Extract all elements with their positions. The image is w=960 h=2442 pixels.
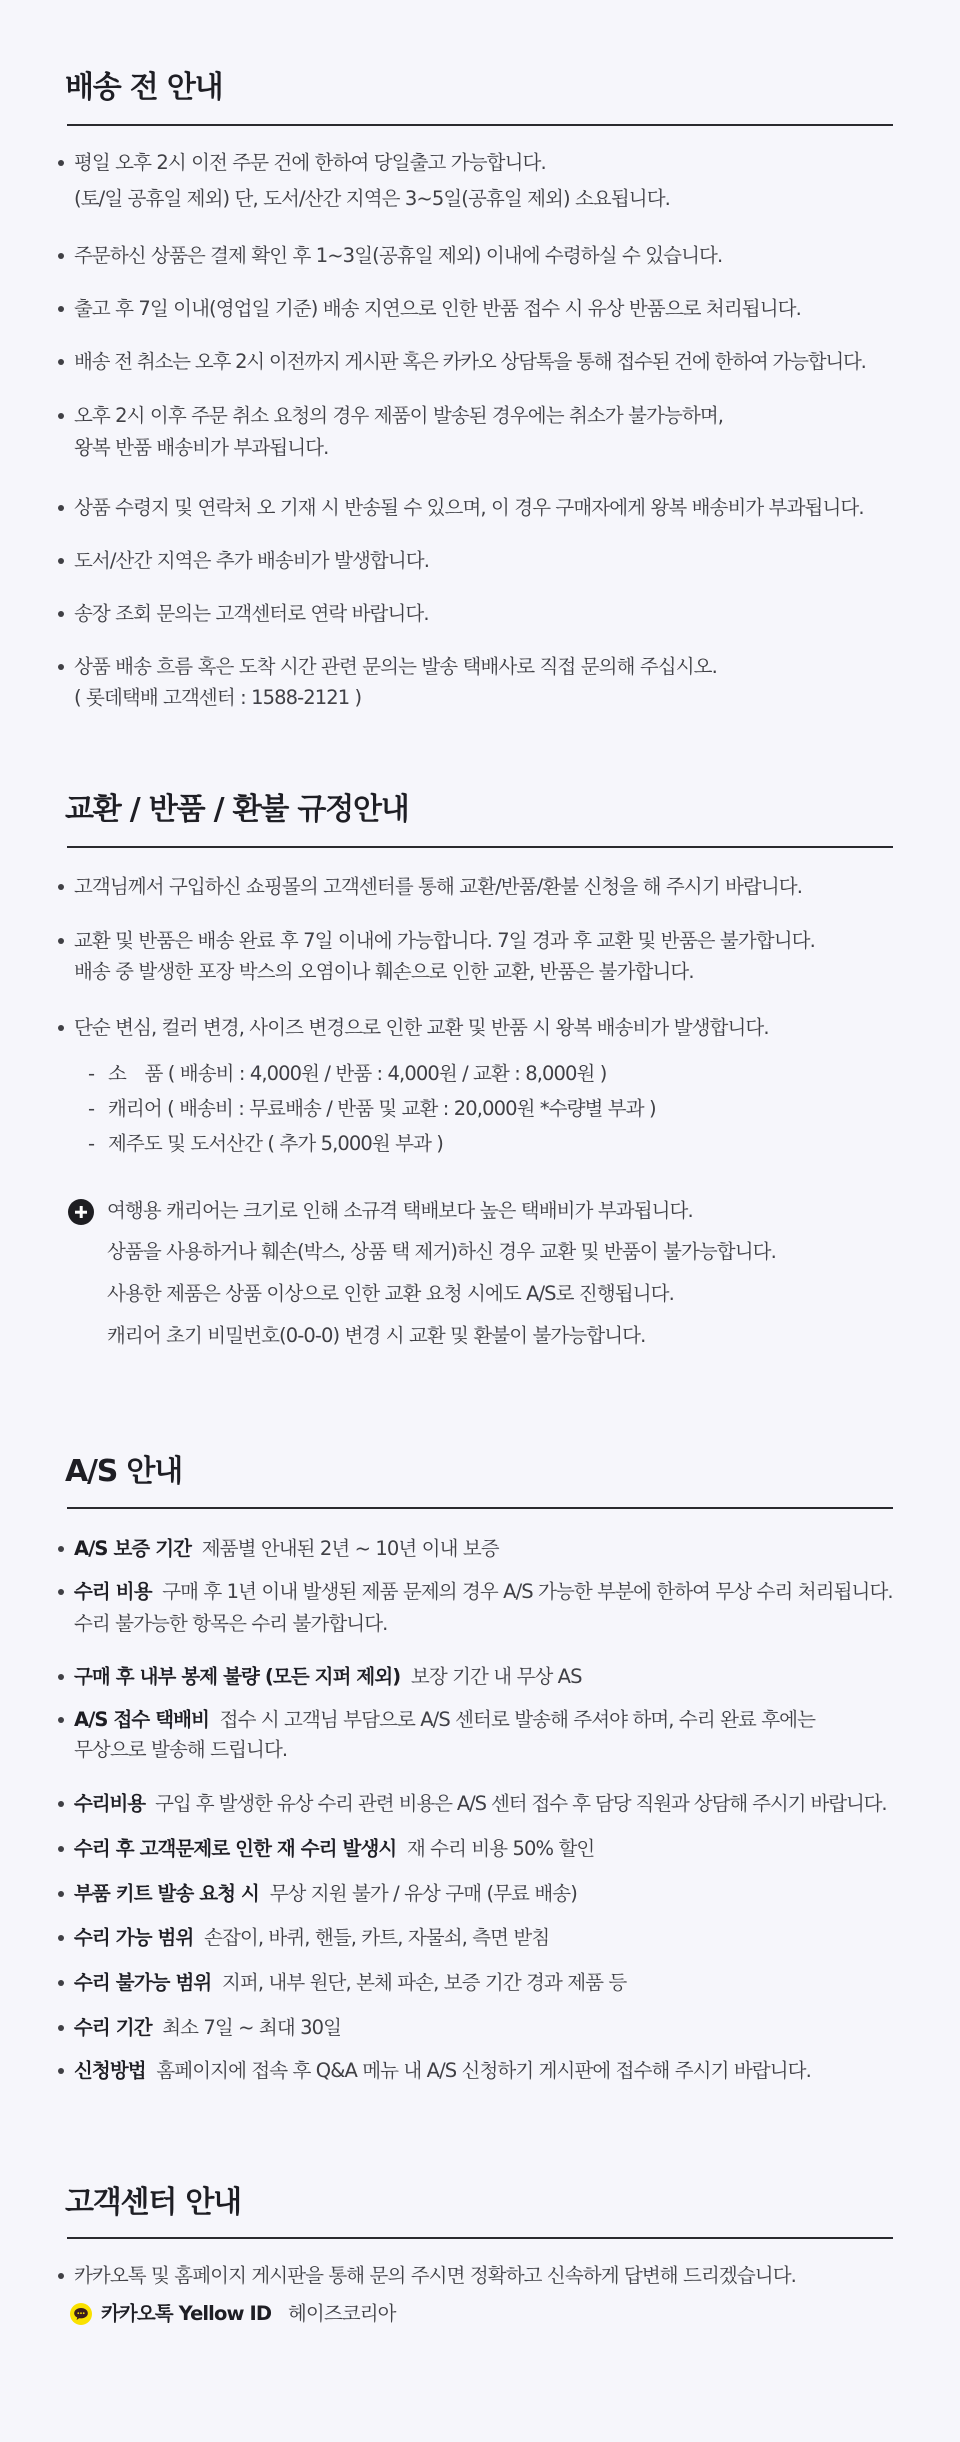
as-item-repair-cost — [74, 1578, 893, 1606]
bullet — [58, 359, 64, 365]
as-item-text: 구입 후 발생한 유상 수리 관련 비용은 A/S 센터 접수 후 담당 직원과 상담해 주시기 바랍니다. — [155, 1792, 887, 1815]
kakao-label: 카카오톡 Yellow ID — [101, 2302, 272, 2325]
as-item-shipping-fee-cont: 무상으로 발송해 드립니다. — [74, 1738, 288, 1761]
shipping-item-7: 도서/산간 지역은 추가 배송비가 발생합니다. — [74, 549, 430, 572]
exchange-item-3: 단순 변심, 컬러 변경, 사이즈 변경으로 인한 교환 및 반품 시 왕복 배송비가 발생합니다. — [74, 1016, 769, 1039]
bullet — [58, 2273, 64, 2279]
exchange-item-2-cont: 배송 중 발생한 포장 박스의 오염이나 훼손으로 인한 교환, 반품은 불가합니다. — [74, 960, 694, 983]
as-item-label: 수리 불가능 범위 — [74, 1971, 212, 1994]
shipping-item-1: 평일 오후 2시 이전 주문 건에 한하여 당일출고 가능합니다. — [74, 151, 546, 174]
cs-title: 고객센터 안내 — [65, 2185, 241, 2220]
as-item-text: 무상 지원 불가 / 유상 구매 (무료 배송) — [269, 1882, 577, 1905]
bullet — [58, 1589, 64, 1595]
shipping-item-1-cont: (토/일 공휴일 제외) 단, 도서/산간 지역은 3~5일(공휴일 제외) 소요됩니다. — [74, 187, 670, 210]
bullet — [58, 938, 64, 944]
kakao-talk-icon — [70, 2303, 92, 2325]
exchange-note-4: 캐리어 초기 비밀번호(0-0-0) 변경 시 교환 및 환불이 불가능합니다. — [107, 1324, 646, 1347]
bullet — [58, 160, 64, 166]
shipping-item-9: 상품 배송 흐름 혹은 도착 시간 관련 문의는 발송 택배사로 직접 문의해 주십시오. — [74, 655, 717, 678]
as-item-re-repair — [74, 1835, 594, 1863]
bullet — [58, 1546, 64, 1552]
as-item-label: 신청방법 — [74, 2059, 146, 2082]
bullet — [58, 2025, 64, 2031]
bullet — [58, 2068, 64, 2074]
as-item-label: 수리비용 — [74, 1792, 145, 1815]
dash: - — [88, 1097, 96, 1120]
as-item-text: 재 수리 비용 50% 할인 — [406, 1837, 595, 1860]
bullet — [58, 1980, 64, 1986]
bullet — [58, 558, 64, 564]
as-item-repairable — [74, 1924, 549, 1952]
exchange-item-1: 고객님께서 구입하신 쇼핑몰의 고객센터를 통해 교환/반품/환불 신청을 해 주시기 바랍니다. — [74, 875, 802, 898]
dash: - — [88, 1132, 96, 1155]
as-item-label: 수리 기간 — [74, 2016, 152, 2039]
as-item-text: 지퍼, 내부 원단, 본체 파손, 보증 기간 경과 제품 등 — [221, 1971, 627, 1994]
shipping-item-5: 오후 2시 이후 주문 취소 요청의 경우 제품이 발송된 경우에는 취소가 불가능하며, — [74, 404, 724, 427]
as-item-text: 홈페이지에 접속 후 Q&A 메뉴 내 A/S 신청하기 게시판에 접수해 주시기 바랍니다. — [156, 2059, 811, 2082]
as-item-text: 보장 기간 내 무상 AS — [410, 1665, 582, 1688]
bullet — [58, 505, 64, 511]
fee-item-island: 제주도 및 도서산간 ( 추가 5,000원 부과 ) — [108, 1132, 444, 1155]
bullet — [58, 1674, 64, 1680]
as-item-sewing — [74, 1663, 582, 1691]
shipping-item-5-cont: 왕복 반품 배송비가 부과됩니다. — [74, 436, 329, 459]
as-item-how-to-apply — [74, 2057, 811, 2085]
as-item-period — [74, 2014, 341, 2042]
shipping-item-9-cont: ( 롯데택배 고객센터 : 1588-2121 ) — [74, 686, 362, 709]
as-item-warranty — [74, 1535, 499, 1563]
plus-circle-icon — [68, 1199, 94, 1225]
bullet — [58, 1891, 64, 1897]
kakao-id[interactable]: 헤이즈코리아 — [288, 2302, 396, 2325]
shipping-item-8: 송장 조회 문의는 고객센터로 연락 바랍니다. — [74, 602, 429, 625]
shipping-title: 배송 전 안내 — [65, 70, 223, 105]
bullet — [58, 1717, 64, 1723]
shipping-item-4: 배송 전 취소는 오후 2시 이전까지 게시판 혹은 카카오 상담톡을 통해 접수된 건에 한하여 가능합니다. — [74, 350, 866, 373]
cs-text: 카카오톡 및 홈페이지 게시판을 통해 문의 주시면 정확하고 신속하게 답변해 드리겠습니다. — [74, 2264, 796, 2287]
as-divider — [67, 1507, 893, 1509]
bullet — [58, 611, 64, 617]
bullet — [58, 1935, 64, 1941]
bullet — [58, 253, 64, 259]
exchange-divider — [67, 846, 893, 848]
as-item-text: 제품별 안내된 2년 ~ 10년 이내 보증 — [201, 1537, 499, 1560]
bullet — [58, 1801, 64, 1807]
exchange-note-1: 여행용 캐리어는 크기로 인해 소규격 택배보다 높은 택배비가 부과됩니다. — [107, 1199, 693, 1222]
as-title: A/S 안내 — [65, 1454, 182, 1489]
as-item-repair-cost-cont: 수리 불가능한 항목은 수리 불가합니다. — [74, 1612, 388, 1635]
as-item-label: 수리 후 고객문제로 인한 재 수리 발생시 — [74, 1837, 397, 1860]
fee-item-small: 소 품 ( 배송비 : 4,000원 / 반품 : 4,000원 / 교환 : 8,000원 ) — [108, 1062, 607, 1085]
as-item-label: 구매 후 내부 봉제 불량 (모든 지퍼 제외) — [74, 1665, 401, 1688]
shipping-item-2: 주문하신 상품은 결제 확인 후 1~3일(공휴일 제외) 이내에 수령하실 수 있습니다. — [74, 244, 723, 267]
bullet — [58, 306, 64, 312]
bullet — [58, 664, 64, 670]
as-item-label: 수리 비용 — [74, 1580, 152, 1603]
shipping-divider — [67, 124, 893, 126]
bullet — [58, 884, 64, 890]
as-item-text: 손잡이, 바퀴, 핸들, 카트, 자물쇠, 측면 받침 — [204, 1926, 550, 1949]
exchange-title: 교환 / 반품 / 환불 규정안내 — [65, 792, 409, 827]
as-item-unrepairable — [74, 1969, 626, 1997]
fee-item-carrier: 캐리어 ( 배송비 : 무료배송 / 반품 및 교환 : 20,000원 *수량별 부과 ) — [108, 1097, 656, 1120]
shipping-item-3: 출고 후 7일 이내(영업일 기준) 배송 지연으로 인한 반품 접수 시 유상 반품으로 처리됩니다. — [74, 297, 801, 320]
exchange-note-2: 상품을 사용하거나 훼손(박스, 상품 택 제거)하신 경우 교환 및 반품이 불가능합니다. — [107, 1240, 776, 1263]
exchange-note-3: 사용한 제품은 상품 이상으로 인한 교환 요청 시에도 A/S로 진행됩니다. — [107, 1282, 674, 1305]
as-item-label: 수리 가능 범위 — [74, 1926, 194, 1949]
bullet — [58, 413, 64, 419]
cs-divider — [67, 2237, 893, 2239]
exchange-item-2: 교환 및 반품은 배송 완료 후 7일 이내에 가능합니다. 7일 경과 후 교환 및 반품은 불가합니다. — [74, 929, 815, 952]
as-item-paid-repair — [74, 1790, 887, 1818]
as-item-parts-kit — [74, 1880, 577, 1908]
bullet — [58, 1846, 64, 1852]
as-item-label: 부품 키트 발송 요청 시 — [74, 1882, 259, 1905]
as-item-label: A/S 보증 기간 — [74, 1537, 192, 1560]
as-item-shipping-fee — [74, 1706, 815, 1734]
dash: - — [88, 1062, 96, 1085]
bullet — [58, 1025, 64, 1031]
shipping-item-6: 상품 수령지 및 연락처 오 기재 시 반송될 수 있으며, 이 경우 구매자에게 왕복 배송비가 부과됩니다. — [74, 496, 864, 519]
as-item-text: 접수 시 고객님 부담으로 A/S 센터로 발송해 주셔야 하며, 수리 완료 후에는 — [219, 1708, 816, 1731]
as-item-text: 최소 7일 ~ 최대 30일 — [162, 2016, 342, 2039]
as-item-label: A/S 접수 택배비 — [74, 1708, 210, 1731]
as-item-text: 구매 후 1년 이내 발생된 제품 문제의 경우 A/S 가능한 부분에 한하여 무상 수리 처리됩니다. — [162, 1580, 893, 1603]
